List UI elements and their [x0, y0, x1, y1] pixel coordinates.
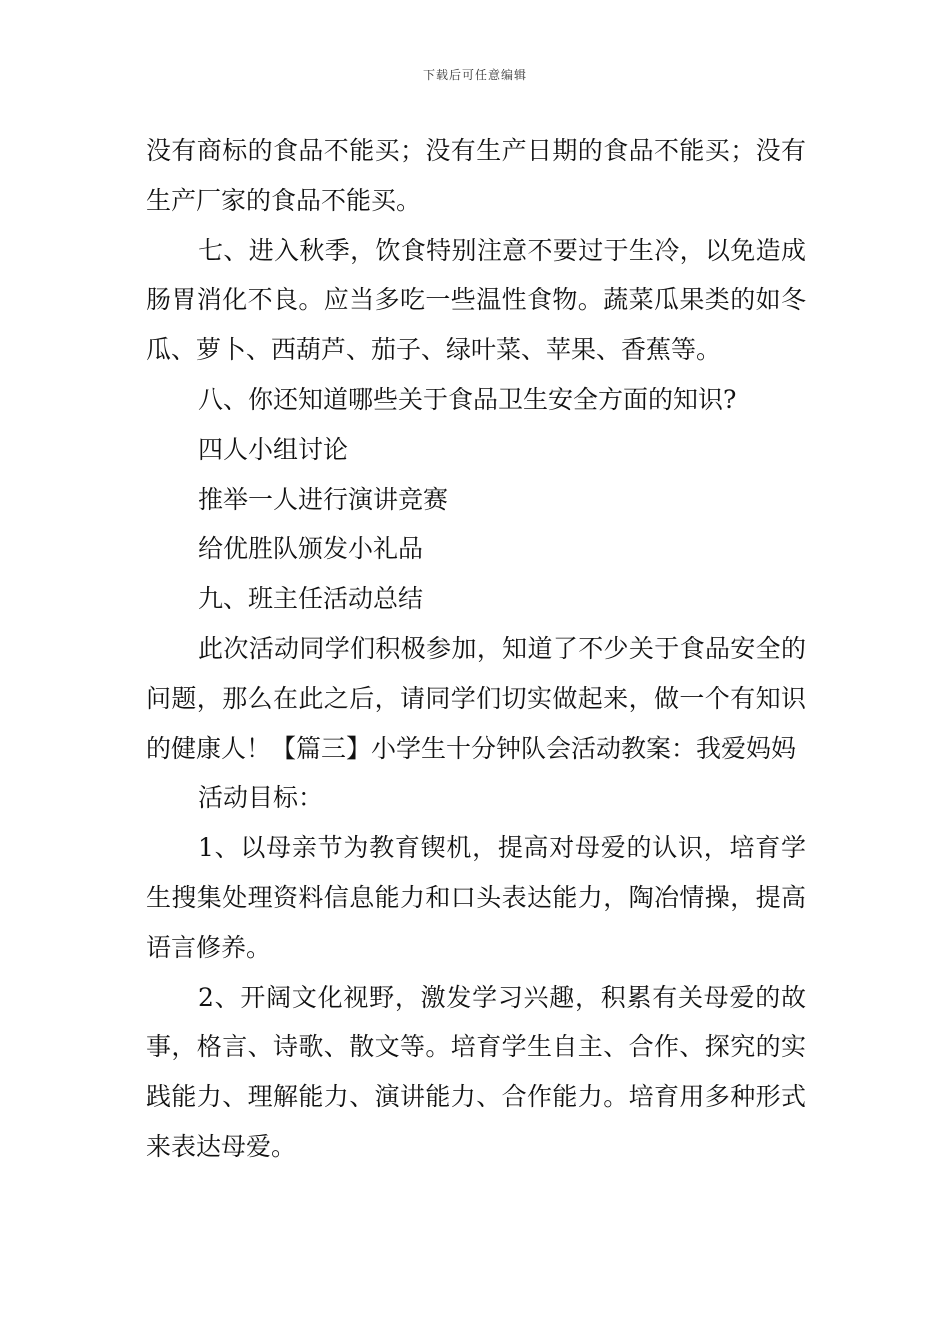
paragraph-11: 2、开阔文化视野，激发学习兴趣，积累有关母爱的故事，格言、诗歌、散文等。培育学生自主、合作、探究的实践能力、理解能力、演讲能力、合作能力。培育用多种形式来表达母爱。 — [146, 982, 806, 1161]
paragraph-5: 推举一人进行演讲竞赛 — [198, 484, 449, 514]
paragraph-10: 1、以母亲节为教育锲机，提高对母爱的认识，培育学生搜集处理资料信息能力和口头表达能力，陶冶情操，提高语言修养。 — [146, 833, 806, 962]
paragraph-9: 活动目标： — [198, 783, 324, 813]
document-body — [146, 126, 806, 1172]
paragraph-1: 没有商标的食品不能买；没有生产日期的食品不能买；没有生产厂家的食品不能买。 — [146, 136, 806, 215]
paragraph-3: 八、你还知道哪些关于食品卫生安全方面的知识? — [198, 384, 737, 414]
paragraph-4: 四人小组讨论 — [198, 434, 349, 464]
paragraph-6: 给优胜队颁发小礼品 — [198, 534, 424, 564]
paragraph-2: 七、进入秋季，饮食特别注意不要过于生冷，以免造成肠胃消化不良。应当多吃一些温性食物。蔬菜瓜果类的如冬瓜、萝卜、西葫芦、茄子、绿叶菜、苹果、香蕉等。 — [146, 235, 806, 365]
paragraph-7: 九、班主任活动总结 — [198, 584, 424, 614]
page-header: 下载后可任意编辑 — [422, 68, 527, 82]
paragraph-8: 此次活动同学们积极参加，知道了不少关于食品安全的问题，那么在此之后，请同学们切实做起来，做一个有知识的健康人！【篇三】小学生十分钟队会活动教案：我爱妈妈 — [146, 633, 806, 763]
